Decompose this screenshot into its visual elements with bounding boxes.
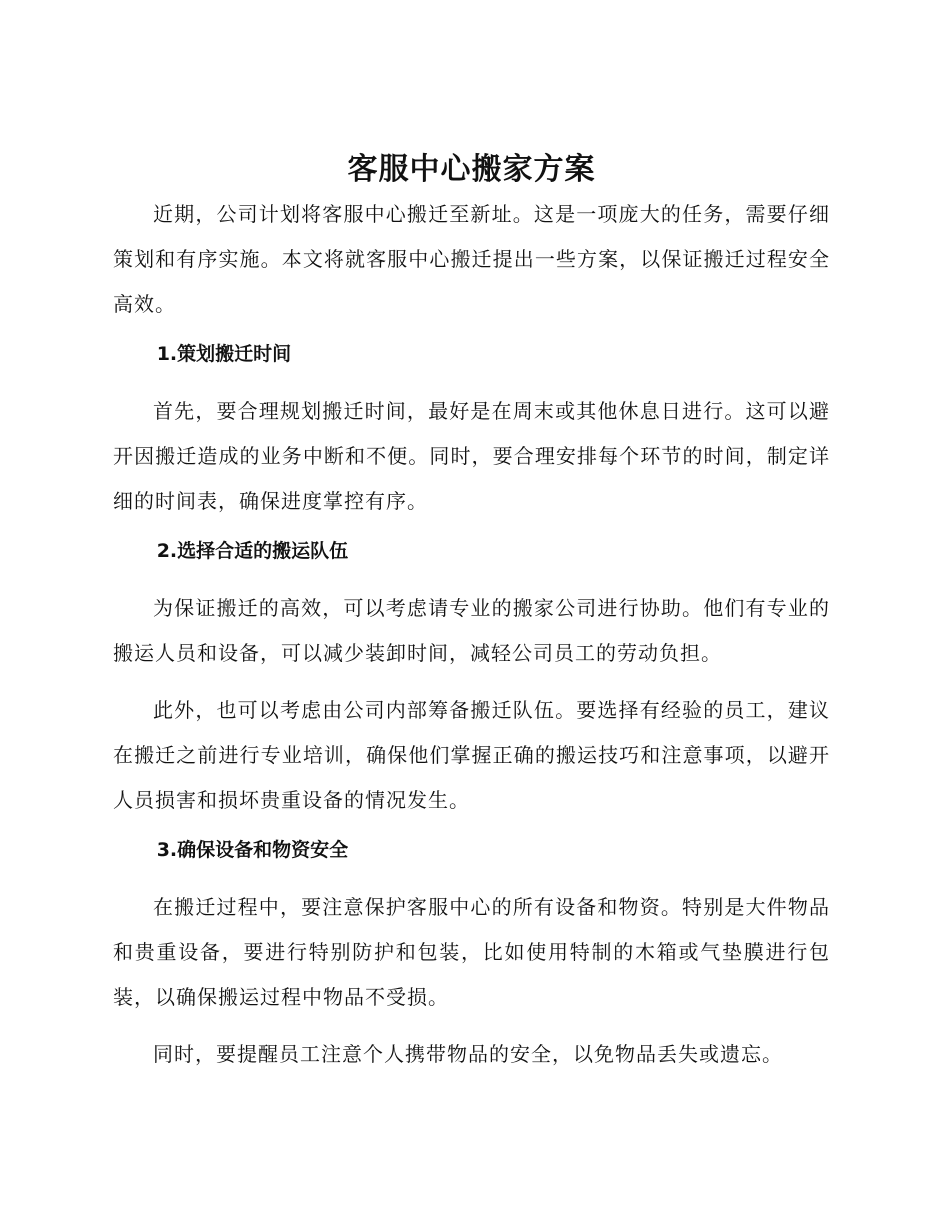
section-paragraph: 首先，要合理规划搬迁时间，最好是在周末或其他休息日进行。这可以避开因搬迁造成的业务中断和不便。同时，要合理安排每个环节的时间，制定详细的时间表，确保进度掌控有序。 (113, 399, 830, 513)
section-heading: 1.策划搬迁时间 (156, 343, 292, 365)
intro-paragraph: 近期，公司计划将客服中心搬迁至新址。这是一项庞大的任务，需要仔细策划和有序实施。本文将就客服中心搬迁提出一些方案，以保证搬迁过程安全高效。 (113, 202, 830, 316)
section-paragraph: 此外，也可以考虑由公司内部筹备搬迁队伍。要选择有经验的员工，建议在搬迁之前进行专业培训，确保他们掌握正确的搬运技巧和注意事项，以避开人员损害和损坏贵重设备的情况发生。 (113, 698, 830, 812)
section-heading: 2.选择合适的搬运队伍 (156, 540, 349, 562)
section-3 (113, 835, 830, 1077)
section-paragraph: 同时，要提醒员工注意个人携带物品的安全，以免物品丢失或遗忘。 (153, 1042, 783, 1066)
section-heading: 3.确保设备和物资安全 (156, 839, 349, 861)
section-paragraph: 在搬迁过程中，要注意保护客服中心的所有设备和物资。特别是大件物品和贵重设备，要进行特别防护和包装，比如使用特制的木箱或气垫膜进行包装，以确保搬运过程中物品不受损。 (113, 895, 830, 1009)
document-title: 客服中心搬家方案 (347, 152, 596, 187)
section-1 (113, 339, 830, 524)
section-paragraph: 为保证搬迁的高效，可以考虑请专业的搬家公司进行协助。他们有专业的搬运人员和设备，可以减少装卸时间，减轻公司员工的劳动负担。 (113, 596, 830, 665)
section-2 (113, 536, 830, 823)
document-page (113, 150, 830, 1089)
